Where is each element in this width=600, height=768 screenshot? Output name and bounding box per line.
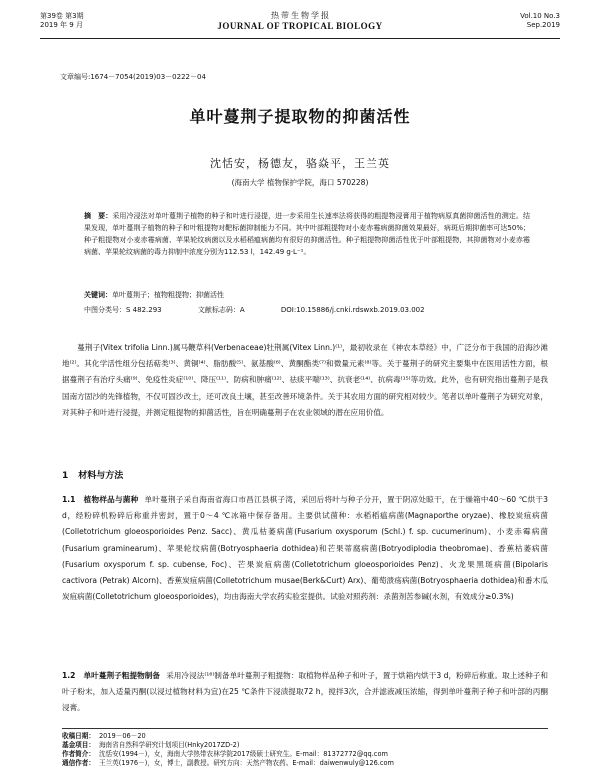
volume-issue: 第39卷 第3期 [40,12,84,20]
footnote-received [62,732,548,741]
journal-name-en: JOURNAL OF TROPICAL BIOLOGY [217,21,383,31]
section-number: 1 [62,471,69,481]
intro-paragraph: 蔓荆子(Vitex trifolia Linn.)属马鞭草科(Verbenaceae)牡荆属(Vitex Linn.)⁽¹⁾，最初收录在《神农本草经》中，广泛分布于我国的沿海沙滩地⁽²⁾。其化学活性组分包括萜类⁽³⁾、黄铜⁽⁴⁾、脂肪酸⁽⁵⁾、氨基酸⁽⁶⁾、黄酮酯类⁽⁷⁾和微量元素⁽⁸⁾等。关于蔓荆子的研究主要集中在医用活性方面，根据蔓荆子有治疗头痛⁽⁹⁾、免疫性炎症⁽¹⁰⁾、降压⁽¹¹⁾、防病和肿痛⁽¹²⁾、祛痰平喘⁽¹³⁾、抗衰老⁽¹⁴⁾、抗病毒⁽¹⁵⁾等功效。此外，也有研究指出蔓荆子是我国南方固沙的先锋植物，不仅可固沙改土，还可改良土壤，甚至改善环境条件。关于其农用方面的研究相对较少。笔者以单叶蔓荆子为研究对象，对其种子和叶进行浸提，并测定粗提物的抑菌活性，旨在明确蔓荆子在农业领域的潜在应用价值。 [62,343,548,417]
volume-issue-en: Vol.10 No.3 [520,12,560,20]
section-heading [62,468,133,481]
footnote-label: 作者简介： [62,750,95,758]
subsection-title: 植物样品与菌种 [83,495,139,504]
footnote-text: 海南省自然科学研究计划项目(Hnky2017ZD-2) [98,741,240,749]
keywords-label: 关键词： [84,291,112,299]
issue-date-en: Sep.2019 [526,21,560,29]
abstract-label: 摘 要： [84,212,113,220]
subsection-number: 1.2 [62,671,76,680]
author-list: 沈恬安，杨德友，骆焱平，王兰英 [210,157,390,170]
subsection-1-1 [62,492,548,605]
footnotes [62,728,548,768]
subsection-text: 单叶蔓荆子采自海南省海口市昌江县棋子湾，采回后将叶与种子分开，置于阴凉处晾干，在于燥箱中40～60 ℃烘干3 d，经粉碎机粉碎后称重并密封，置于0～4 ℃冰箱中保存备用。主要供试菌种：水稻稻瘟病菌(Magnaporthe oryzae)、橡胶炭疽病菌(Colletotrichum gloeosporioides Penz. Sacc)、黄瓜枯萎病菌(Fusarium oxysporum (Schl.) f. sp. cucumerinum)、小麦赤霉病菌(Fusarium graminearum)、苹果轮纹病菌(Botryosphaeria dothidea)和芒果蒂腐病菌(Botryodiplodia theobromae)、香蕉枯萎病菌(Fusarium oxysporum f. sp. cubense, Foc)、芒果炭疽病菌(Colletotrichum gloeosporioides Penz)、火龙果黑斑病菌(Bipolaris cactivora (Petrak) Alcorn)、香蕉炭疽病菌(Colletotrichum musae(Berk&Curt) Arx)、葡萄溃疡病菌(Botryosphaeria dothidea)和番木瓜炭疽病菌(Colletotrichum gloeosporioides)，均由海南大学农药实验室提供。试验对照药剂：杀菌剂苦参碱(水剂，有效成分≥0.3%) [62,495,549,602]
document-code: 文献标志码：A [197,306,245,314]
article-number: 文章编号:1674－7054(2019)03－0222－04 [60,73,206,81]
header-center [40,11,560,31]
subsection-text: 采用冷浸法⁽¹⁶⁾制备单叶蔓荆子粗提物：取植物样品种子和叶子，置于烘箱内烘干3 d，粉碎后称重。取上述种子和叶子粉末，加入适量丙酮(以浸过植物材料为宜)在25 ℃条件下浸渍提取72 h，搅拌3次，合并滤液减压浓缩，得到单叶蔓荆子种子和叶部的丙酮浸膏。 [62,671,548,713]
issue-date: 2019 年 9 月 [40,21,83,29]
header-right [520,12,560,30]
keywords [84,290,530,300]
abstract-text: 采用冷浸法对单叶蔓荆子植物的种子和叶进行浸提，进一步采用生长速率法将获得的粗提物浸膏用于植物病原真菌抑菌活性的测定。结果发现，单叶蔓荆子植物的种子和叶粗提物对靶标菌抑制能力不同。其中叶部粗提物对小麦赤霉病菌抑菌效果最好，病斑后期抑菌率可达50%；种子粗提物对小麦赤霉病菌、苹果轮纹病菌以及水稻稻瘟病菌均有很好的抑菌活性。种子粗提物抑菌活性优于叶部粗提物，其抑菌物对小麦赤霉病菌、苹果轮纹病菌的毒力抑制中浓度分别为112.53 l，142.49 g·L⁻¹。 [84,212,531,256]
footnote-label: 基金项目： [62,741,95,749]
keywords-text: 单叶蔓荆子；植物粗提物；抑菌活性 [112,291,224,299]
footnote-label: 收稿日期： [62,732,95,740]
footnote-text: 2019－06－20 [98,732,146,740]
footnote-author [62,750,548,759]
paper-title: 单叶蔓荆子提取物的抑菌活性 [189,107,411,126]
running-header [40,10,560,39]
abstract [84,210,530,258]
footnote-funding [62,741,548,750]
footnote-correspondence [62,759,548,768]
journal-name-cn: 热 带 生 物 学 报 [271,11,329,20]
affiliation: (海南大学 植物保护学院，海口 570228) [231,178,369,187]
footnote-label: 通信作者： [62,759,95,767]
footnote-text: 沈恬安(1994－)，女，海南大学热带农林学院2017级硕士研究生。E-mail：81372772@qq.com [98,750,388,758]
subsection-title: 单叶蔓荆子粗提物制备 [83,671,161,680]
doi: DOI:10.15886/j.cnki.rdswxb.2019.03.002 [280,306,425,314]
clc-number: 中图分类号：S 482.293 [84,306,162,314]
footnote-text: 王兰英(1976－)，女，博士，副教授。研究方向：天然产物农药。E-mail：daiwenwuly@126.com [98,759,394,767]
subsection-number: 1.1 [62,495,76,504]
classification-line [84,305,530,315]
section-title: 材料与方法 [78,471,124,481]
subsection-1-2 [62,668,548,717]
